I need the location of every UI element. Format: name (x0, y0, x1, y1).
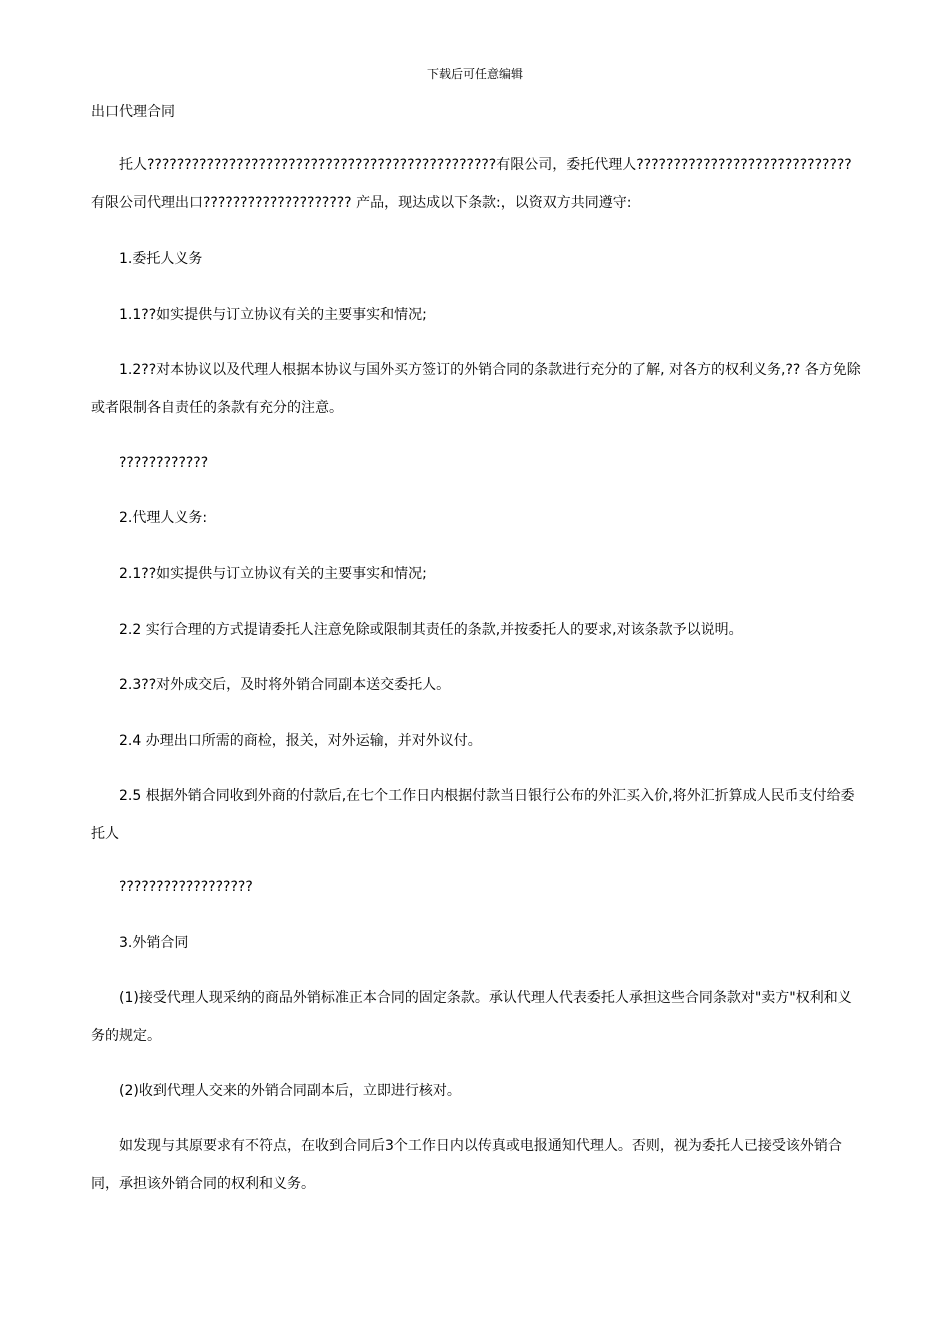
clause-2-4: 2.4 办理出口所需的商检，报关，对外运输，并对外议付。 (119, 733, 482, 749)
clause-3-2: (2)收到代理人交来的外销合同副本后，立即进行核对。 (119, 1083, 461, 1099)
paragraph-discrepancy-notice: 如发现与其原要求有不符点，在收到合同后3个工作日内以传真或电报通知代理人。否则，视为委托人已接受该外销合同，承担该外销合同的权利和义务。 (91, 1138, 842, 1192)
paragraph-intro: 托人???????????????????????????????????????????????有限公司，委托代理人????????????????????????????? 有限公司代理出口???????????????????? 产品，现达成以下条款:，以资双方共同遵守: (91, 157, 852, 211)
clause-1-2: 1.2??对本协议以及代理人根据本协议与国外买方签订的外销合同的条款进行充分的了解, 对各方的权利义务,?? 各方免除或者限制各自责任的条款有充分的注意。 (91, 362, 861, 416)
section-heading-2: 2.代理人义务: (119, 510, 208, 526)
section-heading-3: 3.外销合同 (119, 935, 189, 951)
paragraph-placeholder-2: ?????????????????? (119, 879, 253, 895)
clause-2-5: 2.5 根据外销合同收到外商的付款后,在七个工作日内根据付款当日银行公布的外汇买入价,将外汇折算成人民币支付给委托人 (91, 788, 855, 842)
clause-3-1: (1)接受代理人现采纳的商品外销标准正本合同的固定条款。承认代理人代表委托人承担这些合同条款对"卖方"权利和义务的规定。 (91, 990, 852, 1044)
paragraph-placeholder-1: ???????????? (119, 455, 209, 471)
document-title: 出口代理合同 (91, 104, 175, 120)
clause-2-2: 2.2 实行合理的方式提请委托人注意免除或限制其责任的条款,并按委托人的要求,对该条款予以说明。 (119, 622, 743, 638)
clause-2-3: 2.3??对外成交后，及时将外销合同副本送交委托人。 (119, 677, 451, 693)
section-heading-1: 1.委托人义务 (119, 251, 203, 267)
clause-1-1: 1.1??如实提供与订立协议有关的主要事实和情况; (119, 307, 427, 323)
clause-2-1: 2.1??如实提供与订立协议有关的主要事实和情况; (119, 566, 427, 582)
page-header: 下载后可任意编辑 (426, 67, 523, 81)
